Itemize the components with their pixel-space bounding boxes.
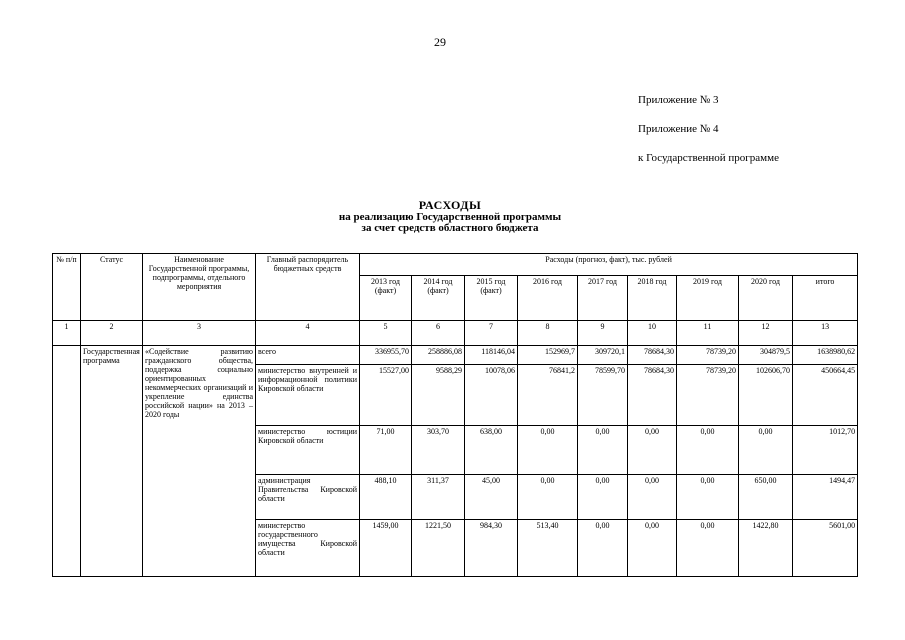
value-cell: 513,40 xyxy=(518,520,578,577)
column-number: 7 xyxy=(465,321,518,346)
value-cell: 336955,70 xyxy=(360,346,412,365)
value-cell: 78739,20 xyxy=(677,346,739,365)
value-cell: 1422,80 xyxy=(739,520,793,577)
header-year: 2015 год (факт) xyxy=(465,276,518,321)
header-num: № п/п xyxy=(53,254,81,321)
program-name-cell: «Содействие развитию гражданского общества, поддержка социально ориентированных некоммерческих организаций и укрепление единства российской нации» на 2013 – 2020 годы xyxy=(143,346,256,577)
column-numbers-row xyxy=(53,321,858,346)
value-cell: 0,00 xyxy=(628,475,677,520)
header-year: 2020 год xyxy=(739,276,793,321)
value-cell: 0,00 xyxy=(628,426,677,475)
value-cell: 311,37 xyxy=(412,475,465,520)
value-cell: 102606,70 xyxy=(739,365,793,426)
column-number: 12 xyxy=(739,321,793,346)
value-cell: 78599,70 xyxy=(578,365,628,426)
document-title xyxy=(290,199,610,235)
column-number: 13 xyxy=(793,321,858,346)
value-cell: 303,70 xyxy=(412,426,465,475)
value-cell: 0,00 xyxy=(578,426,628,475)
title-line-3: за счет средств областного бюджета xyxy=(361,222,539,235)
value-cell: 0,00 xyxy=(677,475,739,520)
header-year: 2013 год (факт) xyxy=(360,276,412,321)
value-cell: 1459,00 xyxy=(360,520,412,577)
value-cell: 78739,20 xyxy=(677,365,739,426)
value-cell: 309720,1 xyxy=(578,346,628,365)
status-cell: Государственная программа xyxy=(81,346,143,577)
value-cell: 10078,06 xyxy=(465,365,518,426)
value-cell: 76841,2 xyxy=(518,365,578,426)
column-number: 5 xyxy=(360,321,412,346)
value-cell: 71,00 xyxy=(360,426,412,475)
total-cell: 1012,70 xyxy=(793,426,858,475)
value-cell: 118146,04 xyxy=(465,346,518,365)
value-cell: 0,00 xyxy=(739,426,793,475)
value-cell: 15527,00 xyxy=(360,365,412,426)
value-cell: 1221,50 xyxy=(412,520,465,577)
value-cell: 650,00 xyxy=(739,475,793,520)
value-cell: 0,00 xyxy=(578,520,628,577)
column-number: 6 xyxy=(412,321,465,346)
value-cell: 78684,30 xyxy=(628,365,677,426)
manager-cell: министерство внутренней и информационной политики Кировской области xyxy=(256,365,360,426)
value-cell: 78684,30 xyxy=(628,346,677,365)
total-cell: 450664,45 xyxy=(793,365,858,426)
value-cell: 0,00 xyxy=(677,426,739,475)
column-number: 9 xyxy=(578,321,628,346)
column-number: 4 xyxy=(256,321,360,346)
page-number: 29 xyxy=(434,35,446,49)
column-number: 3 xyxy=(143,321,256,346)
table-row xyxy=(53,346,858,365)
value-cell: 45,00 xyxy=(465,475,518,520)
value-cell: 258886,08 xyxy=(412,346,465,365)
value-cell: 304879,5 xyxy=(739,346,793,365)
column-number: 8 xyxy=(518,321,578,346)
total-cell: 1638980,62 xyxy=(793,346,858,365)
header-year: 2017 год xyxy=(578,276,628,321)
value-cell: 488,10 xyxy=(360,475,412,520)
header-year: 2019 год xyxy=(677,276,739,321)
header-total: итого xyxy=(793,276,858,321)
value-cell: 638,00 xyxy=(465,426,518,475)
header-name: Наименование Государственной программы, подпрограммы, отдельного мероприятия xyxy=(143,254,256,321)
header-year: 2016 год xyxy=(518,276,578,321)
value-cell: 152969,7 xyxy=(518,346,578,365)
title-main: РАСХОДЫ xyxy=(418,198,482,212)
appendix-line-1: Приложение № 3 xyxy=(638,94,719,106)
manager-cell: администрация Правительства Кировской области xyxy=(256,475,360,520)
column-number: 2 xyxy=(81,321,143,346)
expenses-table xyxy=(52,253,858,577)
column-number: 11 xyxy=(677,321,739,346)
row-number-cell xyxy=(53,346,81,577)
manager-cell: министерство юстиции Кировской области xyxy=(256,426,360,475)
value-cell: 984,30 xyxy=(465,520,518,577)
value-cell: 0,00 xyxy=(518,426,578,475)
value-cell: 0,00 xyxy=(628,520,677,577)
manager-cell: министерство государственного имущества Кировской области xyxy=(256,520,360,577)
header-row-1 xyxy=(53,254,858,276)
value-cell: 9588,29 xyxy=(412,365,465,426)
header-manager: Главный распорядитель бюджетных средств xyxy=(256,254,360,321)
manager-cell: всего xyxy=(256,346,360,365)
value-cell: 0,00 xyxy=(518,475,578,520)
header-expenses: Расходы (прогноз, факт), тыс. рублей xyxy=(360,254,858,276)
header-year: 2018 год xyxy=(628,276,677,321)
appendix-line-3: к Государственной программе xyxy=(638,152,779,164)
total-cell: 1494,47 xyxy=(793,475,858,520)
title-line-2: на реализацию Государственной программы xyxy=(338,210,562,223)
column-number: 10 xyxy=(628,321,677,346)
header-status: Статус xyxy=(81,254,143,321)
header-year: 2014 год (факт) xyxy=(412,276,465,321)
value-cell: 0,00 xyxy=(677,520,739,577)
column-number: 1 xyxy=(53,321,81,346)
total-cell: 5601,00 xyxy=(793,520,858,577)
appendix-line-2: Приложение № 4 xyxy=(638,123,719,135)
value-cell: 0,00 xyxy=(578,475,628,520)
